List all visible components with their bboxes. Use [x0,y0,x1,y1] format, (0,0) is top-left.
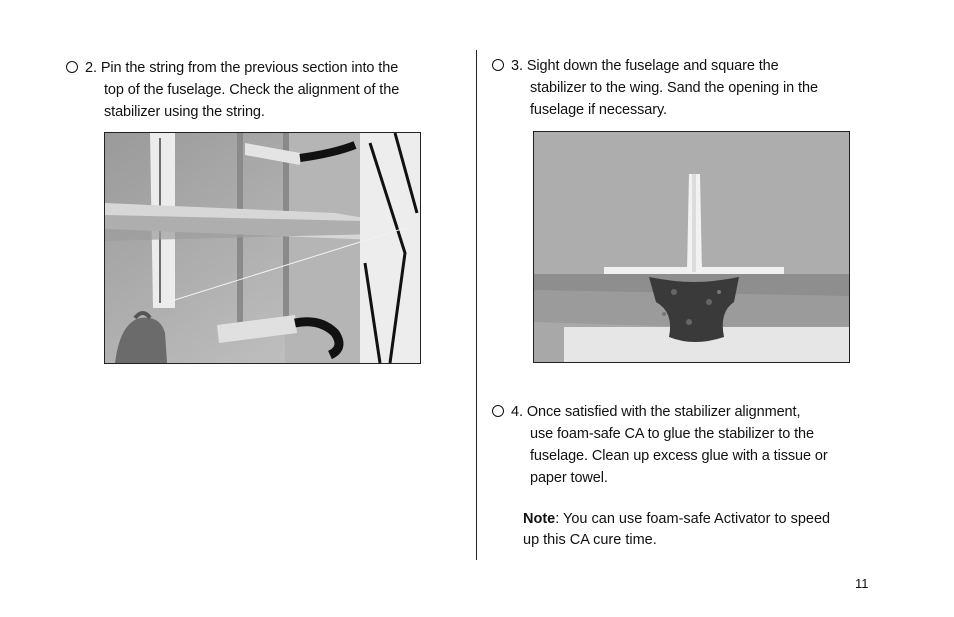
step-4-line-1: 4. Once satisfied with the stabilizer alignment, [511,404,801,420]
step-3-instructions [492,55,818,121]
page-number: 11 [855,576,869,591]
note-label: Note [523,511,556,527]
column-divider [476,50,477,560]
checkbox-circle-icon[interactable] [492,405,504,417]
step-4-line-3: fuselage. Clean up excess glue with a tissue or [530,448,828,464]
step-4-instructions [492,401,828,489]
step-3-line-2: stabilizer to the wing. Sand the opening in the [530,80,818,96]
step-3-photo [533,131,850,363]
step-4-line-4: paper towel. [530,470,608,486]
note-block [523,509,830,551]
step-2-line-1: 2. Pin the string from the previous section into the [85,60,399,76]
step-3-line-3: fuselage if necessary. [530,102,667,118]
step-2-photo [104,132,421,364]
checkbox-circle-icon[interactable] [66,61,78,73]
checkbox-circle-icon[interactable] [492,59,504,71]
step-2-instructions [66,57,399,123]
step-3-line-1: 3. Sight down the fuselage and square the [511,58,779,74]
step-2-line-3: stabilizer using the string. [104,104,265,120]
step-4-line-2: use foam-safe CA to glue the stabilizer to the [530,426,814,442]
note-line-1: : You can use foam-safe Activator to speed [555,511,831,527]
note-line-2: up this CA cure time. [523,532,657,548]
step-2-line-2: top of the fuselage. Check the alignment of the [104,82,400,98]
